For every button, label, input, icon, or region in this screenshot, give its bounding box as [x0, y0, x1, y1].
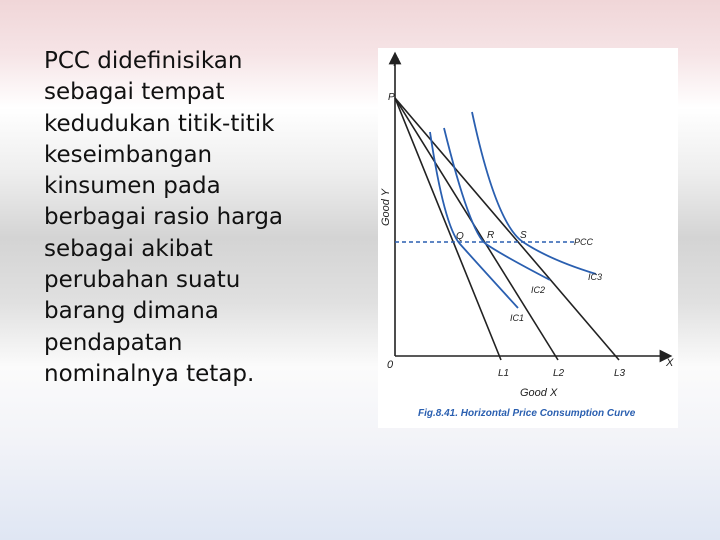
- definition-text: PCC didefinisikan sebagai tempat kedudukan titik-titik keseimbangan kinsumen pada berbagai rasio harga sebagai akibat perubahan suatu barang dimana pendapatan nominalnya tetap.: [44, 48, 284, 387]
- figure-caption: Fig.8.41. Horizontal Price Consumption Curve: [418, 408, 636, 419]
- point-r-label: R: [487, 230, 495, 241]
- l1-label: L1: [498, 368, 510, 379]
- pcc-figure: [378, 48, 678, 428]
- pcc-diagram: [378, 48, 678, 428]
- x-axis-label: Good X: [520, 387, 558, 399]
- point-s-label: S: [520, 230, 527, 241]
- p-label: P: [388, 92, 395, 103]
- ic2-label: IC2: [531, 285, 546, 295]
- y-arrow-label: Y: [391, 57, 399, 69]
- l3-label: L3: [614, 368, 626, 379]
- indifference-curve-ic3: [472, 112, 596, 274]
- pcc-label: PCC: [574, 237, 594, 247]
- budget-line-l1: [395, 98, 501, 360]
- y-axis-label: Good Y: [380, 188, 392, 226]
- budget-line-l2: [395, 98, 558, 360]
- budget-line-l3: [395, 98, 619, 360]
- x-arrow-label: X: [666, 357, 674, 369]
- point-q-label: Q: [456, 231, 464, 242]
- origin-label: 0: [387, 359, 394, 371]
- ic1-label: IC1: [510, 313, 525, 323]
- ic3-label: IC3: [588, 272, 603, 282]
- l2-label: L2: [553, 368, 565, 379]
